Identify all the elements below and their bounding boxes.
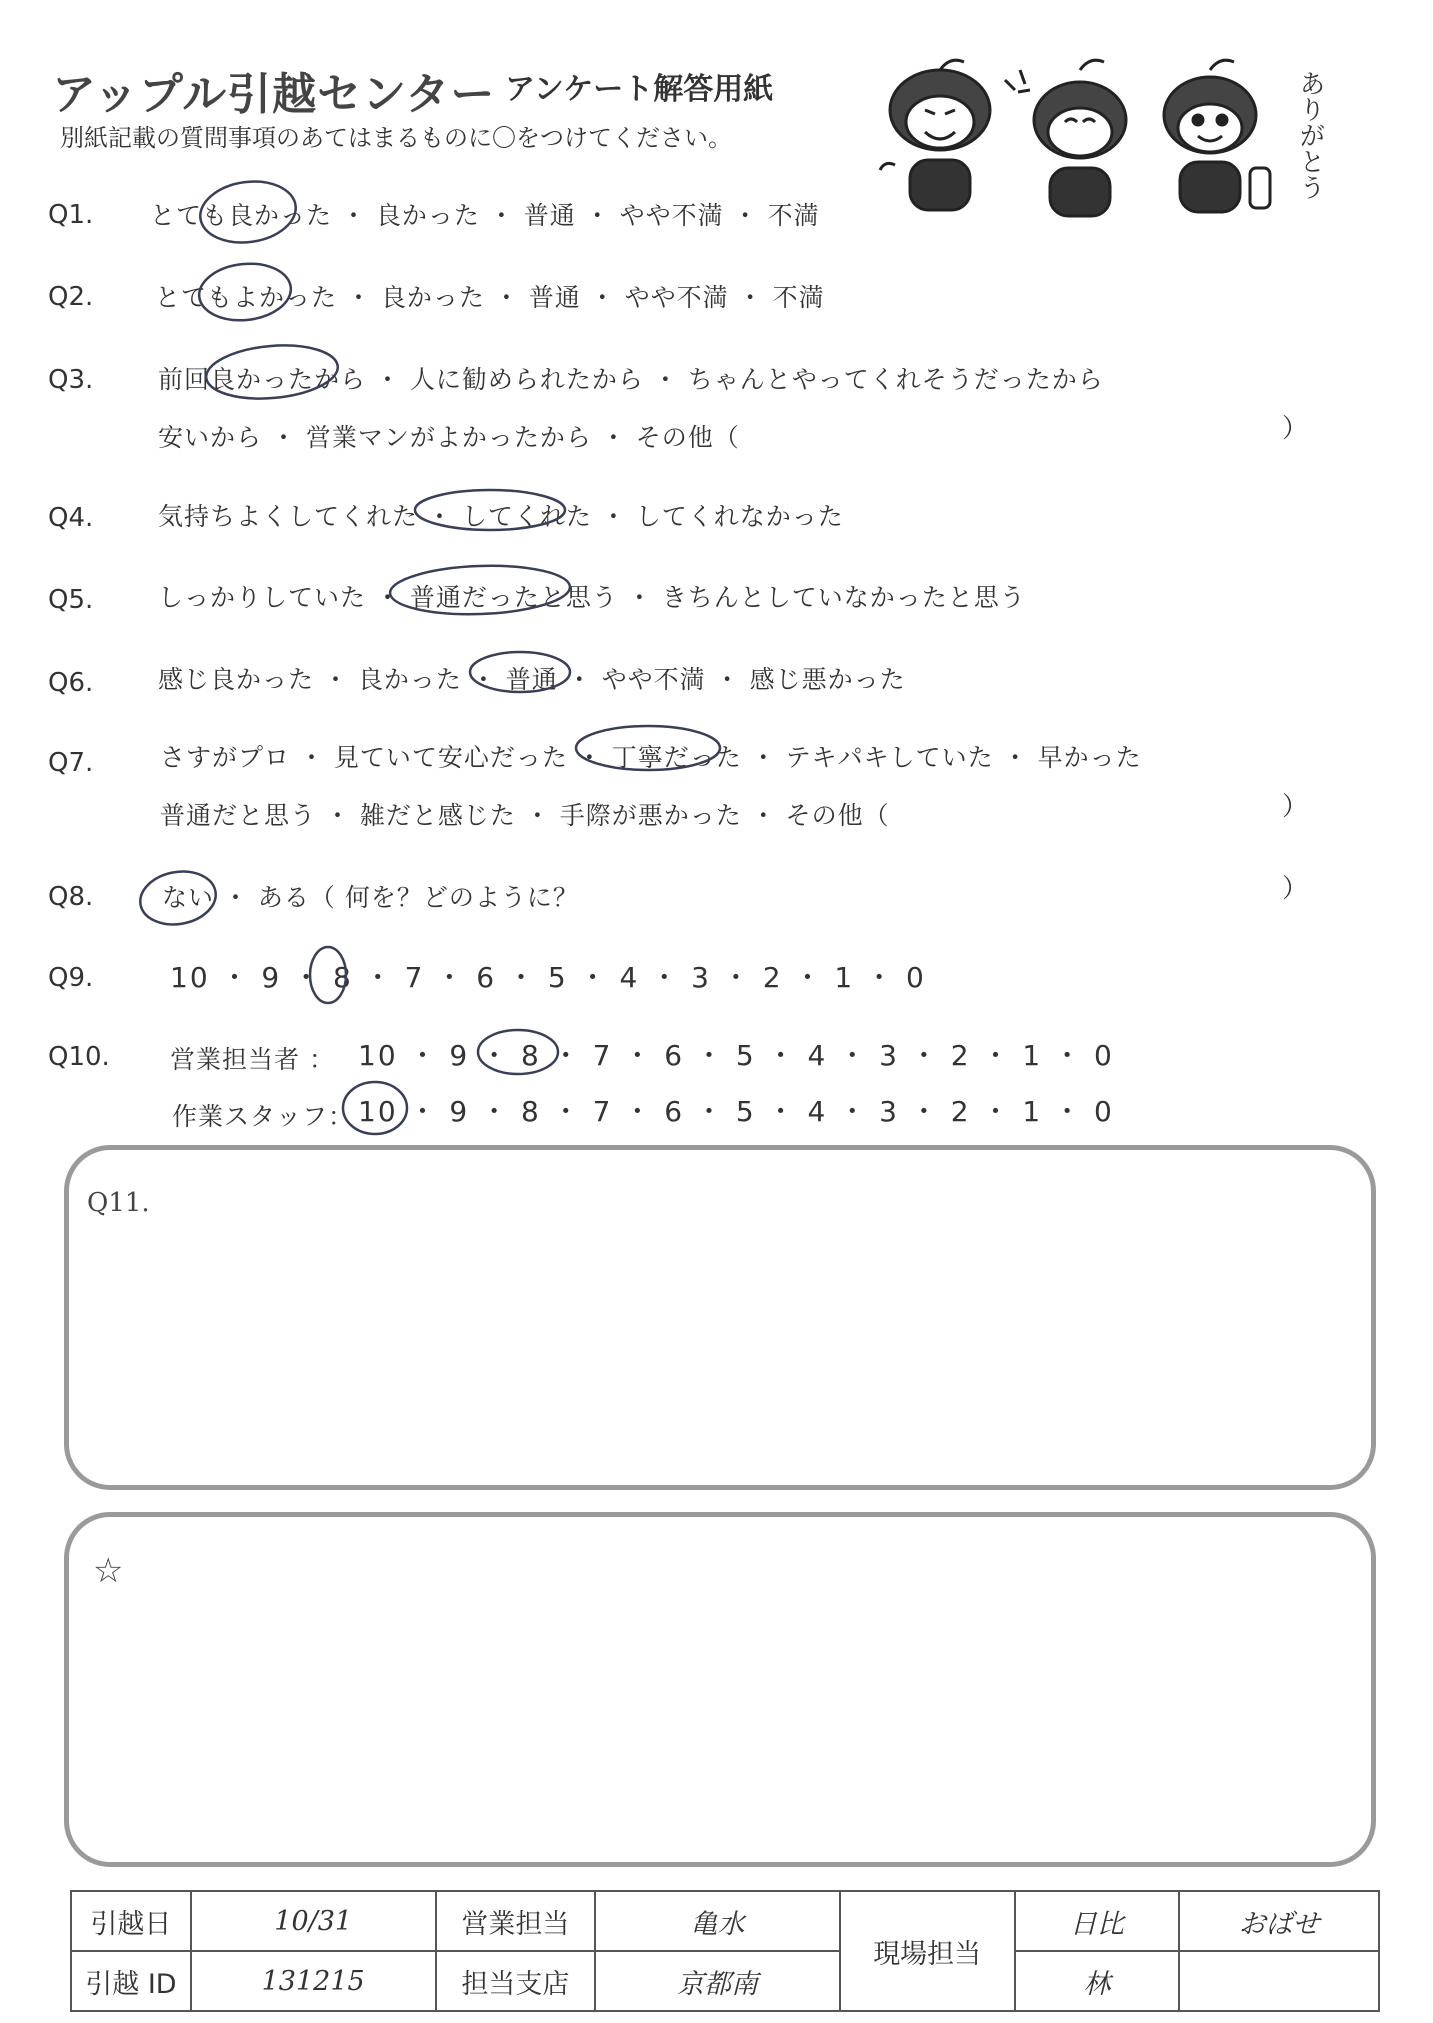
- branch-label: 担当支店: [436, 1951, 596, 2011]
- q1-label: Q1.: [48, 200, 94, 230]
- move-date-label: 引越日: [71, 1891, 191, 1951]
- q4-options: 気持ちよくしてくれた ・ してくれた ・ してくれなかった: [158, 502, 844, 531]
- q3-options-line1: 前回良かったから ・ 人に勧められたから ・ ちゃんとやってくれそうだったから: [158, 365, 1104, 394]
- q6-label: Q6.: [48, 668, 94, 698]
- q9-scale: 10 ・ 9 ・ 8 ・ 7 ・ 6 ・ 5 ・ 4 ・ 3 ・ 2 ・ 1 ・ 0: [170, 961, 926, 994]
- branch-value: 京都南: [595, 1951, 840, 2011]
- mascot-middle: [1005, 60, 1126, 216]
- q10-label: Q10.: [48, 1042, 110, 1072]
- q8-label: Q8.: [48, 882, 94, 912]
- q8-options: ない ・ ある（ 何を？どのように？: [162, 883, 579, 912]
- move-info-table: [70, 1890, 1380, 2012]
- move-id-label: 引越 ID: [71, 1951, 191, 2011]
- comment-box[interactable]: [64, 1512, 1376, 1867]
- mascot-illustration: [870, 50, 1340, 250]
- q2-label: Q2.: [48, 282, 94, 312]
- q10-staff-scale: 10 ・ 9 ・ 8 ・ 7 ・ 6 ・ 5 ・ 4 ・ 3 ・ 2 ・ 1 ・ 0: [358, 1095, 1114, 1128]
- move-id-value: 131215: [191, 1951, 436, 2011]
- q6-options: 感じ良かった ・ 良かった ・ 普通 ・ やや不満 ・ 感じ悪かった: [158, 665, 906, 694]
- thanks-text: ありがとう: [1295, 70, 1325, 200]
- q5-label: Q5.: [48, 585, 94, 615]
- q7-options-line1: さすがプロ ・ 見ていて安心だった ・ 丁寧だった ・ テキパキしていた ・ 早かった: [160, 743, 1142, 772]
- q3-paren-close: ）: [1282, 414, 1309, 444]
- q10-sales-label: 営業担当者 ：: [170, 1045, 335, 1074]
- q10-sales-scale: 10 ・ 9 ・ 8 ・ 7 ・ 6 ・ 5 ・ 4 ・ 3 ・ 2 ・ 1 ・ 0: [358, 1039, 1114, 1072]
- q7-options-line2: 普通だと思う ・ 雑だと感じた ・ 手際が悪かった ・ その他（: [160, 801, 890, 830]
- site-staff-2: おばせ: [1179, 1891, 1379, 1951]
- q1-options: とても良かった ・ 良かった ・ 普通 ・ やや不満 ・ 不満: [150, 201, 820, 230]
- q11-box[interactable]: [64, 1145, 1376, 1490]
- site-staff-3: 林: [1015, 1951, 1180, 2011]
- q10-staff-label: 作業スタッフ：: [172, 1102, 355, 1131]
- site-staff-label: 現場担当: [840, 1891, 1015, 2011]
- star-icon: ☆: [93, 1551, 124, 1591]
- company-name: アップル引越センター: [52, 69, 496, 120]
- q11-label: Q11.: [87, 1188, 150, 1218]
- q4-label: Q4.: [48, 503, 94, 533]
- sales-person-value: 亀水: [595, 1891, 840, 1951]
- site-staff-empty: [1179, 1951, 1379, 2011]
- q3-options-line2: 安いから ・ 営業マンがよかったから ・ その他（: [158, 423, 740, 452]
- sales-label: 営業担当: [436, 1891, 596, 1951]
- mascot-right: [1164, 60, 1270, 212]
- form-title: アンケート解答用紙: [505, 72, 774, 107]
- q3-label: Q3.: [48, 365, 94, 395]
- q7-label: Q7.: [48, 748, 94, 778]
- q7-paren-close: ）: [1282, 792, 1309, 822]
- q9-label: Q9.: [48, 963, 94, 993]
- q8-paren-close: ）: [1282, 874, 1309, 904]
- q5-options: しっかりしていた ・ 普通だったと思う ・ きちんとしていなかったと思う: [158, 583, 1026, 612]
- instruction-text: 別紙記載の質問事項のあてはまるものに〇をつけてください。: [60, 124, 732, 152]
- mascot-left: [880, 60, 990, 210]
- q2-options: とてもよかった ・ 良かった ・ 普通 ・ やや不満 ・ 不満: [155, 283, 825, 312]
- site-staff-1: 日比: [1015, 1891, 1180, 1951]
- move-date-value: 10/31: [191, 1891, 436, 1951]
